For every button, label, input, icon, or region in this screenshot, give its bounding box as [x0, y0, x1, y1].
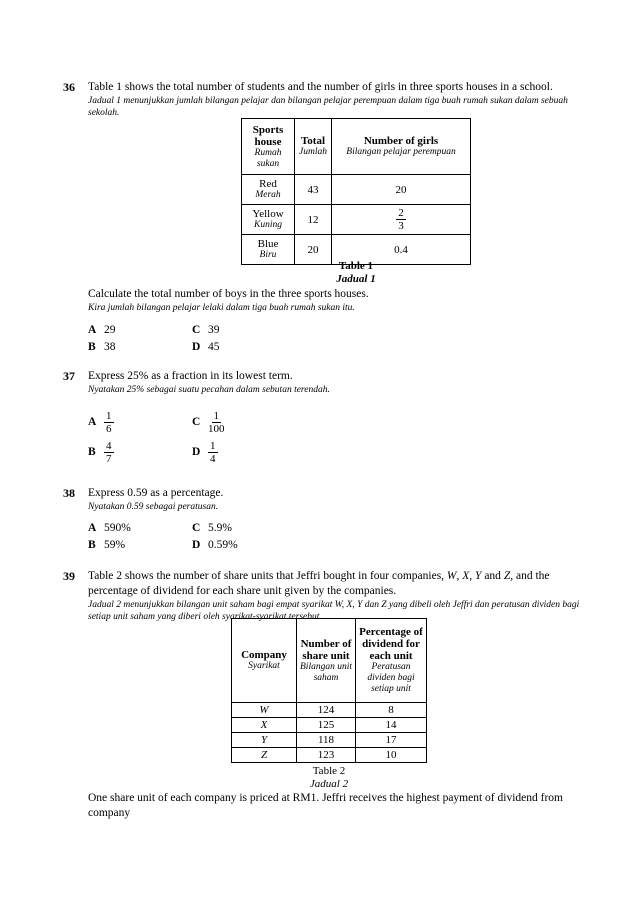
question-number: 37 — [63, 369, 75, 383]
table-row: Blue Biru 20 0.4 — [242, 235, 471, 265]
question-prompt-malay: Kira jumlah bilangan pelajar lelaki dalam tiga buah rumah sukan itu. — [88, 303, 355, 313]
option-d[interactable]: D 0.59% — [192, 539, 238, 551]
option-b[interactable]: B $\frac{4}{7}$ — [88, 440, 112, 465]
question-number: 38 — [63, 486, 75, 500]
table-row: Yellow Kuning 12 $\frac{2}{3}$ — [242, 205, 471, 235]
header-share-unit: Number of share unit Bilangan unit saham — [297, 619, 356, 703]
table-row: X 125 14 — [232, 718, 427, 733]
header-percentage-dividend: Percentage of dividend for each unit Peratusan dividen bagi setiap unit — [356, 619, 427, 703]
header-total: Total Jumlah — [295, 119, 332, 175]
option-a[interactable]: A 590% — [88, 522, 131, 534]
question-prompt: Calculate the total number of boys in the three sports houses. — [88, 288, 369, 300]
table-caption: Table 1 Jadual 1 — [336, 260, 376, 285]
option-a[interactable]: A $\frac{1}{6}$ — [88, 410, 112, 435]
header-company: Company Syarikat — [232, 619, 297, 703]
question-text: Express 0.59 as a percentage. — [88, 487, 224, 499]
table-1 — [241, 118, 471, 265]
option-a[interactable]: A 29 — [88, 324, 116, 336]
question-number: 39 — [63, 569, 75, 583]
question-text-malay: Jadual 1 menunjukkan jumlah bilangan pelajar dan bilangan pelajar perempuan dalam tiga buah rumah sukan dalam sebuah sekolah. — [88, 96, 568, 118]
question-39 — [63, 569, 588, 839]
option-b[interactable]: B 59% — [88, 539, 126, 551]
option-d[interactable]: D $\frac{1}{4}$ — [192, 440, 216, 465]
question-text: Express 25% as a fraction in its lowest term. — [88, 370, 293, 382]
question-37 — [63, 369, 588, 474]
table-2 — [231, 618, 427, 763]
question-text-malay: Nyatakan 0.59 sebagai peratusan. — [88, 502, 219, 512]
option-c[interactable]: C $\frac{1}{100}$ — [192, 410, 225, 435]
option-b[interactable]: B 38 — [88, 341, 116, 353]
table-row: Y 118 17 — [232, 733, 427, 748]
table-row: W 124 8 — [232, 703, 427, 718]
table-row: Red Merah 43 20 — [242, 175, 471, 205]
fraction: $\frac{2}{3}$ — [398, 207, 404, 232]
question-prompt: One share unit of each company is priced at RM1. Jeffri receives the highest payment of dividend from company — [88, 792, 563, 819]
question-text: Table 1 shows the total number of students and the number of girls in three sports houses in a school. — [88, 81, 553, 93]
question-text-malay: Nyatakan 25% sebagai suatu pecahan dalam sebutan terendah. — [88, 385, 330, 395]
option-c[interactable]: C 39 — [192, 324, 220, 336]
option-d[interactable]: D 45 — [192, 341, 220, 353]
question-text: Table 2 shows the number of share units that Jeffri bought in four companies, W, X, Y and Z, and the percentage of dividend for each share unit given by the companies. — [88, 570, 550, 597]
question-36 — [63, 80, 588, 360]
question-text-malay: Jadual 2 menunjukkan bilangan unit saham bagi empat syarikat W, X, Y dan Z yang dibeli oleh Jeffri dan peratusan dividen bagi setiap unit saham yang diberi oleh syarikat-syarikat tersebut. — [88, 600, 580, 622]
table-caption: Table 2 Jadual 2 — [309, 765, 349, 790]
table-row: Z 123 10 — [232, 748, 427, 763]
question-38 — [63, 486, 588, 556]
header-sports-house: Sports house Rumah sukan — [242, 119, 295, 175]
option-c[interactable]: C 5.9% — [192, 522, 232, 534]
question-number: 36 — [63, 80, 75, 94]
header-number-of-girls: Number of girls Bilangan pelajar perempuan — [332, 119, 471, 175]
